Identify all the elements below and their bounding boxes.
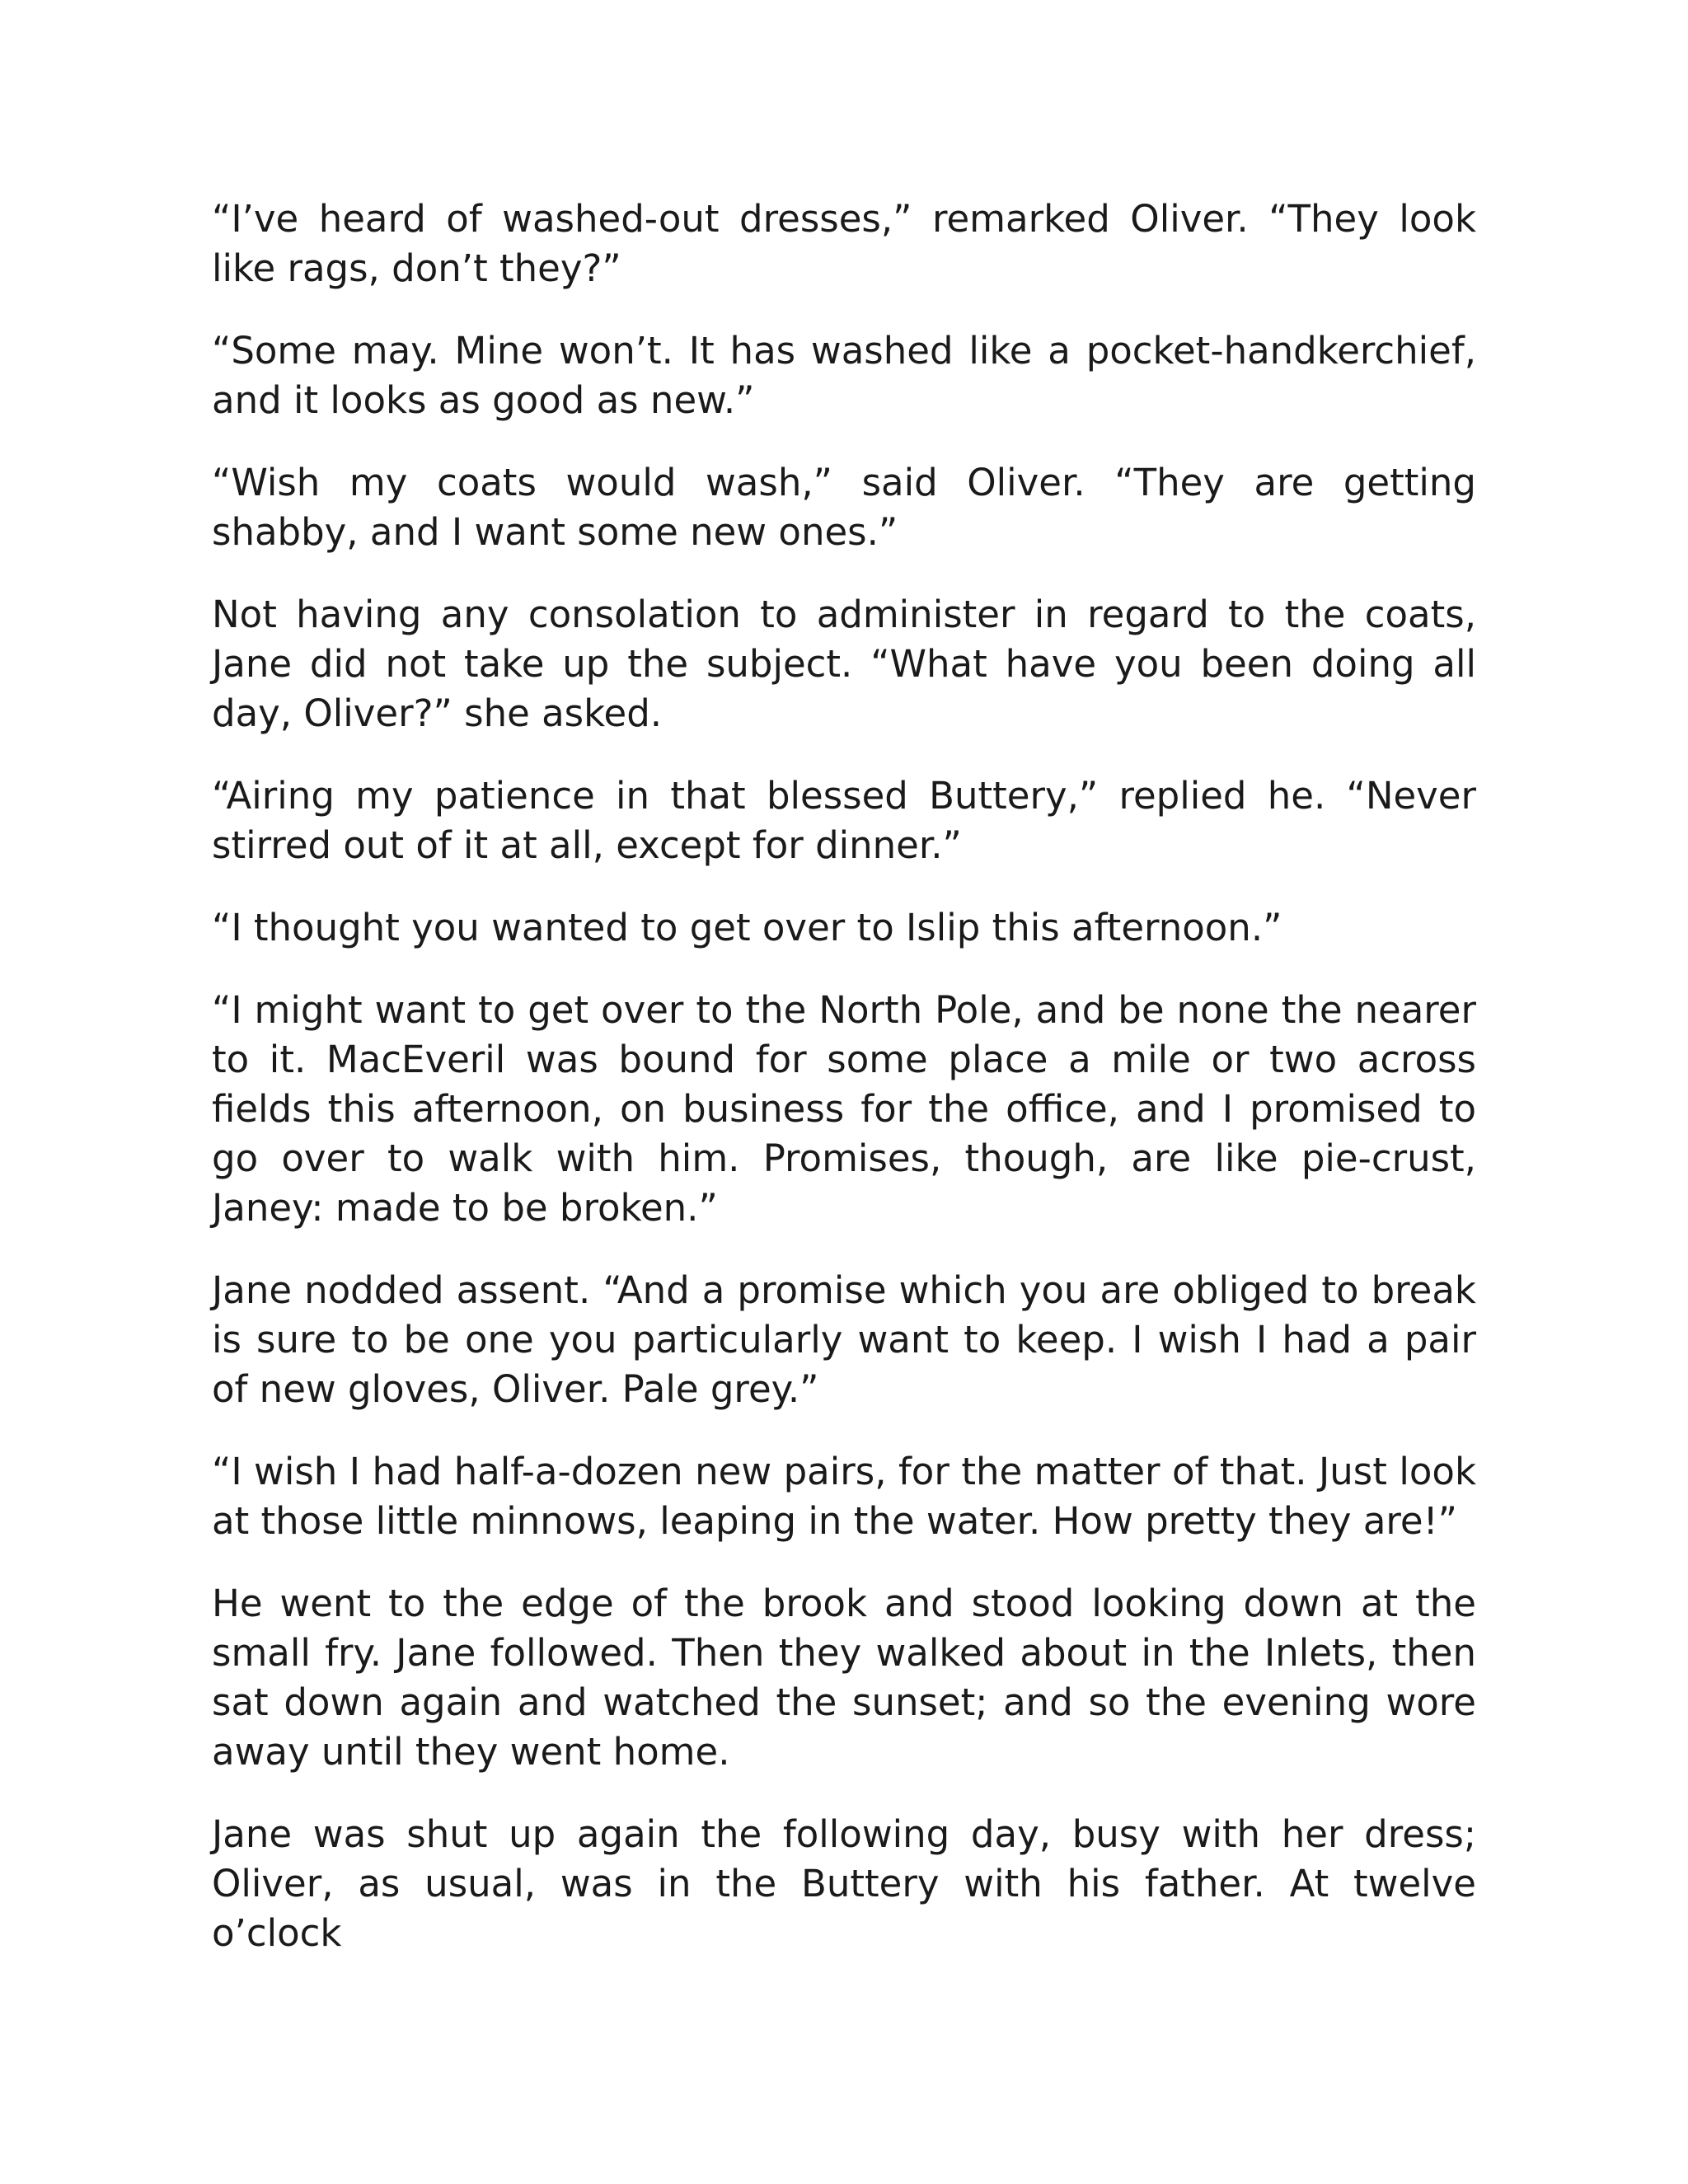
paragraph-2: “Some may. Mine won’t. It has washed like a pocket-handkerchief, and it looks as good as new.”: [212, 329, 1476, 422]
paragraph-7: “I might want to get over to the North Pole, and be none the nearer to it. MacEveril was bound for some place a mile or two across fields this afternoon, on business for the office, and I promised to go over to walk with him. Promises, though, are like pie-crust, Janey: made to be broken.”: [212, 988, 1476, 1230]
paragraph-6: “I thought you wanted to get over to Islip this afternoon.”: [212, 906, 1282, 949]
paragraph-1: “I’ve heard of washed-out dresses,” remarked Oliver. “They look like rags, don’t they?”: [212, 197, 1476, 290]
paragraph-3: “Wish my coats would wash,” said Oliver. “They are getting shabby, and I want some new ones.”: [212, 461, 1476, 554]
paragraph-8: Jane nodded assent. “And a promise which you are obliged to break is sure to be one you particularly want to keep. I wish I had a pair of new gloves, Oliver. Pale grey.”: [212, 1268, 1476, 1411]
paragraph-4: Not having any consolation to administer in regard to the coats, Jane did not take up the subject. “What have you been doing all day, Oliver?” she asked.: [212, 593, 1476, 735]
paragraph-10: He went to the edge of the brook and stood looking down at the small fry. Jane followed. Then they walked about in the Inlets, then sat down again and watched the sunset; and so the evening wore away until they went home.: [212, 1582, 1476, 1774]
paragraph-11: Jane was shut up again the following day, busy with her dress; Oliver, as usual, was in the Buttery with his father. At twelve o’clock: [212, 1812, 1476, 1955]
paragraph-9: “I wish I had half-a-dozen new pairs, for the matter of that. Just look at those little minnows, leaping in the water. How pretty they are!”: [212, 1450, 1476, 1543]
paragraph-5: “Airing my patience in that blessed Buttery,” replied he. “Never stirred out of it at all, except for dinner.”: [212, 774, 1476, 867]
body-text: [212, 194, 1476, 1958]
